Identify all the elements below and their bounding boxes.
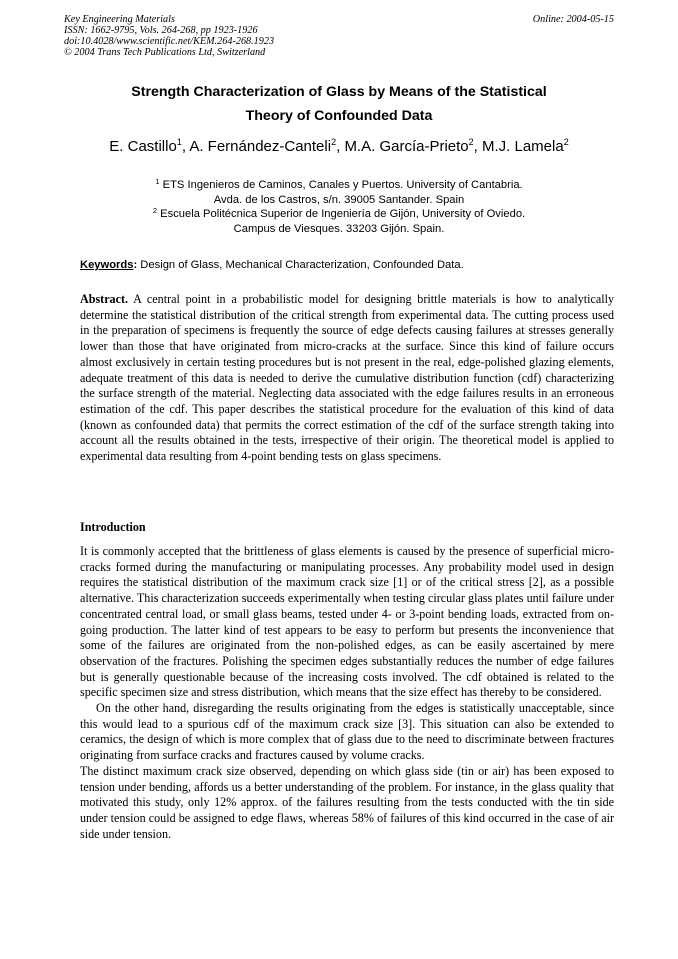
affiliation-address: Avda. de los Castros, s/n. 39005 Santander. Spain bbox=[213, 193, 465, 206]
author-separator: , bbox=[473, 138, 482, 155]
author-affiliation-mark: 1 bbox=[176, 137, 182, 147]
affiliation-text: ETS Ingenieros de Caminos, Canales y Puertos. University of Cantabria. bbox=[159, 179, 523, 191]
keywords-colon: : bbox=[133, 259, 138, 271]
paper-title bbox=[80, 80, 598, 128]
affiliation-mark: 1 bbox=[155, 177, 160, 186]
author-name: M.A. García-Prieto bbox=[344, 138, 469, 155]
affiliation-address: Campus de Viesques. 33203 Gijón. Spain. bbox=[233, 222, 445, 235]
author-affiliation-mark: 2 bbox=[563, 137, 569, 147]
paragraph: The distinct maximum crack size observed, depending on which glass side (tin or air) has been exposed to tension under bending, affords us a better understanding of the problem. For instance, in the glass quality that motivated this study, only 12% approx. of the failures resulting from the tests conducted with the tin side under tension could be assigned to edge flaws, whereas 58% of failures of this kind occurred in the case of air side under tension. bbox=[80, 763, 614, 841]
author-name: M.J. Lamela bbox=[482, 138, 564, 155]
author-separator: , bbox=[336, 138, 345, 155]
author-affiliation-mark: 2 bbox=[331, 137, 337, 147]
section-heading-introduction: Introduction bbox=[80, 520, 146, 534]
author-name: A. Fernández-Canteli bbox=[189, 138, 332, 155]
paper-title-line-2: Theory of Confounded Data bbox=[245, 108, 433, 124]
abstract-text: A central point in a probabilistic model for designing brittle materials is how to analytically determine the statistical distribution of the critical strength from experimental data. The cutting process used in the preparation of specimens is frequently the source of edge defects causing failures at stresses generally lower than those that have originated from micro-cracks at the surface. Since this kind of failure occurs almost exclusively in certain testing procedures but is not present in the real, edge-polished glazing elements, adequate treatment of this data is needed to derive the cumulative distribution function (cdf) characterizing the surface strength of the material. Neglecting data associated with the edge failures results in an erroneous estimation of the cdf. This paper describes the statistical procedure for the evaluation of this kind of data (known as confounded data) that permits the correct estimation of the cdf of the surface strength taking into account all the results obtained in the tests, irrespective of their origin. The theoretical model is applied to experimental data resulting from 4-point bending tests on glass specimens. bbox=[80, 292, 614, 464]
affiliation-mark: 2 bbox=[152, 206, 158, 215]
author-list bbox=[80, 136, 598, 158]
paragraph: It is commonly accepted that the brittleness of glass elements is caused by the presence of superficial micro-cracks formed during the manufacturing or manipulating processes. Any probability model used in design requires the statistical distribution of the maximum crack size [1] or of the critical stress [2], as a possible alternative. This characterization succeeds experimentally when testing circular glass plates until failure under concentrated central load, or small glass beams, tested under 4- or 3-point bending loads, extracted from on-going production. The latter kind of test appears to be easy to perform but presents the inconvenience that some of the failures are originated from the non-polished edges, as can be easily ascertained by mere observation of the fractures. Polishing the specimen edges substantially reduces the number of edge failures but is generally questionable because of the increasing costs involved. The cdf obtained is related to the specific specimen size and stress distribution, which means that the size effect has thereby to be considered. bbox=[80, 544, 614, 700]
journal-info bbox=[64, 14, 274, 58]
author-name: E. Castillo bbox=[109, 138, 177, 155]
paragraph: On the other hand, disregarding the results originating from the edges is statistically unacceptable, since this would lead to a spurious cdf of the maximum crack size [3]. This situation can also be extended to ceramics, the design of which is more complex that of glass due to the need to discriminate between fractures originating from surface cracks and fractures caused by volume cracks. bbox=[80, 701, 614, 763]
journal-name: Key Engineering Materials bbox=[64, 14, 175, 25]
keywords bbox=[80, 258, 614, 272]
affiliation-line bbox=[80, 178, 598, 193]
author-affiliation-mark: 2 bbox=[468, 137, 474, 147]
paper-title-line-1: Strength Characterization of Glass by Means of the Statistical bbox=[131, 84, 547, 100]
abstract-label: Abstract. bbox=[80, 292, 129, 306]
abstract bbox=[80, 292, 614, 465]
journal-doi: doi:10.4028/www.scientific.net/KEM.264-268.1923 bbox=[64, 36, 275, 47]
keywords-label: Keywords bbox=[80, 259, 134, 271]
introduction-body bbox=[80, 544, 614, 842]
affiliation-text: Escuela Politécnica Superior de Ingeniería de Gijón, University of Oviedo. bbox=[157, 208, 526, 220]
journal-copyright: © 2004 Trans Tech Publications Ltd, Switzerland bbox=[64, 47, 266, 58]
journal-issn: ISSN: 1662-9795, Vols. 264-268, pp 1923-1926 bbox=[64, 25, 258, 36]
affiliations bbox=[80, 178, 598, 236]
affiliation-line bbox=[80, 207, 598, 222]
keywords-text: Design of Glass, Mechanical Characterization, Confounded Data. bbox=[137, 259, 464, 271]
online-date: Online: 2004-05-15 bbox=[532, 14, 614, 25]
author-separator: , bbox=[181, 138, 190, 155]
